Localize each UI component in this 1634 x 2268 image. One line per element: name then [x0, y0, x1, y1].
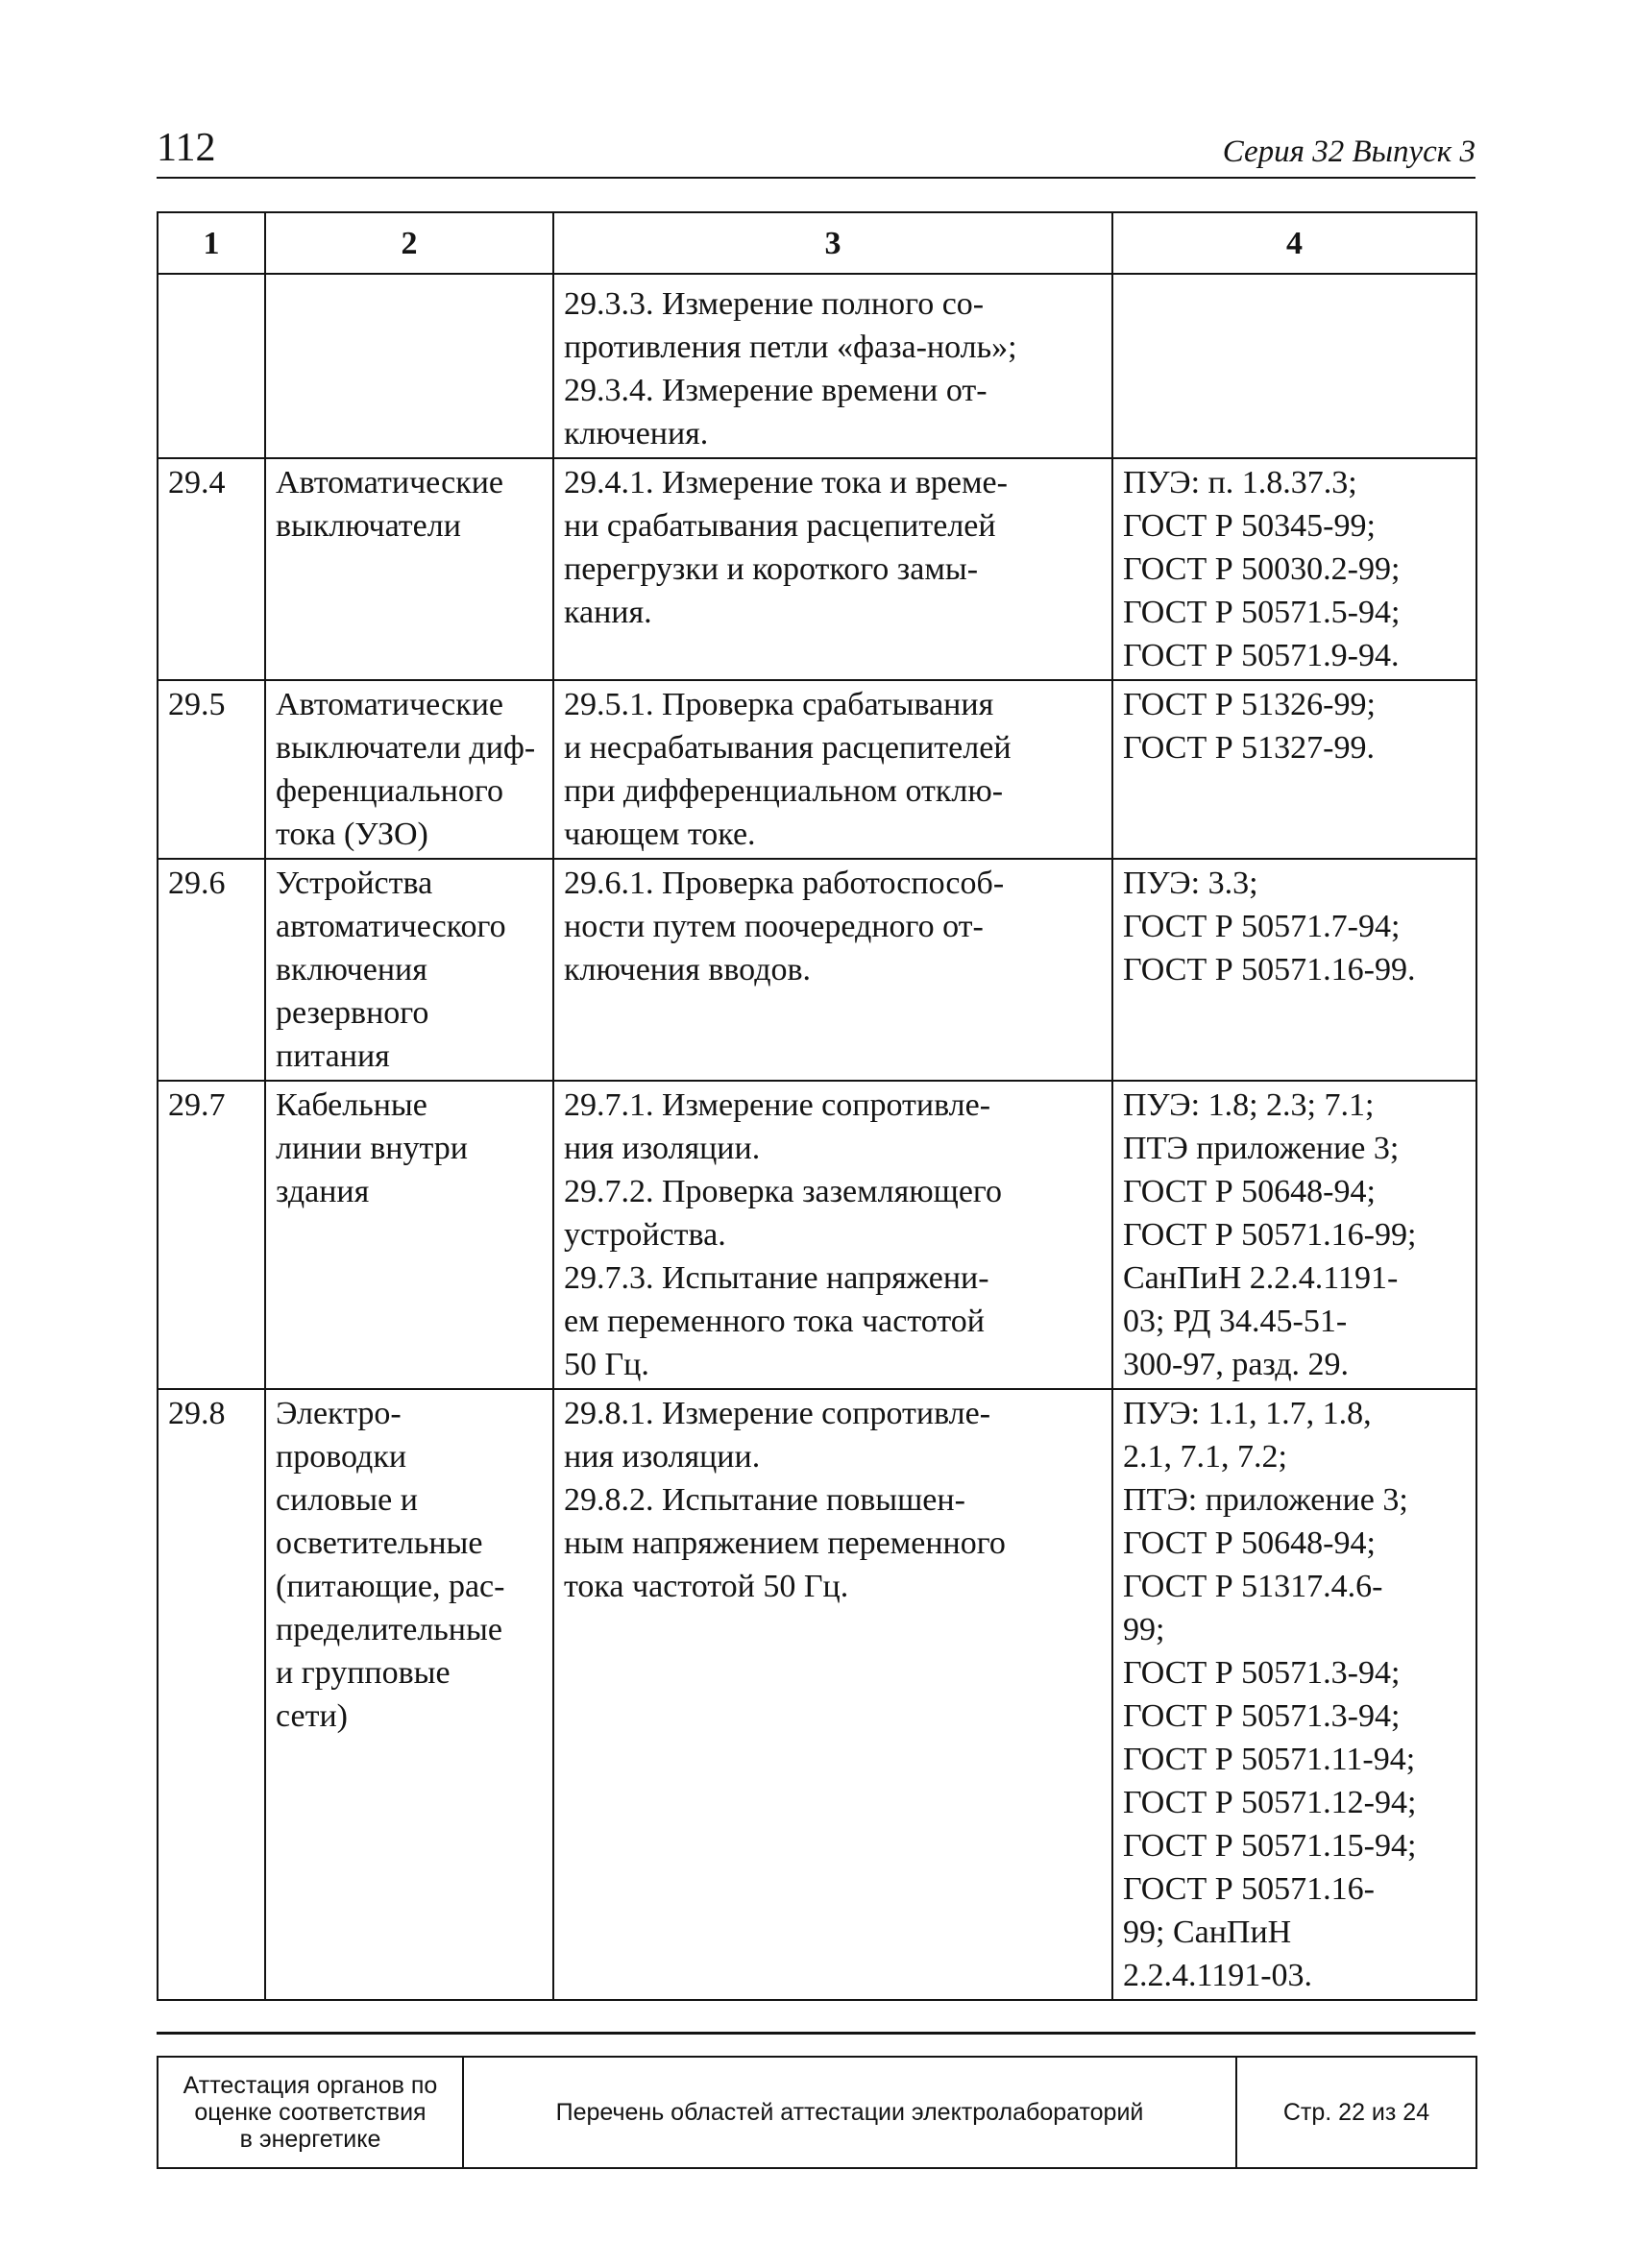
object-name-cell: [265, 458, 553, 680]
references-cell: [1112, 1389, 1476, 2000]
cell-line: линии внутри: [276, 1131, 468, 1166]
cell-line: ГОСТ Р 50345-99;: [1123, 508, 1376, 544]
cell-line: силовые и: [276, 1482, 418, 1518]
column-header: 4: [1112, 212, 1476, 274]
cell-line: Автоматические: [276, 687, 504, 722]
column-header: 3: [553, 212, 1112, 274]
cell-line: (питающие, рас-: [276, 1569, 505, 1604]
footer-document-title: Перечень областей аттестации электролабораторий: [463, 2057, 1236, 2168]
cell-line: 29.8.2. Испытание повышен-: [564, 1482, 965, 1518]
cell-line: 29.7: [168, 1087, 226, 1123]
cell-line: Кабельные: [276, 1087, 427, 1123]
cell-line: ПУЭ: п. 1.8.37.3;: [1123, 465, 1357, 500]
cell-line: Устройства: [276, 866, 433, 901]
page-number: 112: [157, 126, 216, 170]
cell-line: ГОСТ Р 50648-94;: [1123, 1174, 1376, 1209]
cell-line: 29.8: [168, 1396, 226, 1431]
cell-line: 99; СанПиН: [1123, 1914, 1292, 1950]
cell-line: резервного: [276, 995, 429, 1031]
cell-line: 29.4.1. Измерение тока и време-: [564, 465, 1008, 500]
cell-line: при дифференциальном отклю-: [564, 773, 1004, 809]
cell-line: ГОСТ Р 50571.12-94;: [1123, 1785, 1417, 1820]
cell-line: ГОСТ Р 50571.16-99.: [1123, 952, 1416, 988]
cell-line: ния изоляции.: [564, 1131, 761, 1166]
references-cell: [1112, 458, 1476, 680]
cell-line: ГОСТ Р 50571.9-94.: [1123, 638, 1400, 673]
cell-line: автоматического: [276, 909, 506, 944]
footer-table: [157, 2056, 1477, 2169]
footer-organization-line: в энергетике: [239, 2126, 381, 2153]
cell-line: чающем токе.: [564, 817, 756, 852]
tests-cell: [553, 274, 1112, 458]
cell-line: сети): [276, 1698, 348, 1734]
footer-organization: [158, 2057, 463, 2168]
attestation-table: [157, 211, 1477, 2001]
cell-line: здания: [276, 1174, 370, 1209]
cell-line: перегрузки и короткого замы-: [564, 551, 979, 587]
table-row: [158, 274, 1476, 458]
footer-organization-line: оценке соответствия: [194, 2099, 427, 2126]
cell-line: ГОСТ Р 50571.7-94;: [1123, 909, 1401, 944]
cell-line: ГОСТ Р 51327-99.: [1123, 730, 1375, 766]
cell-line: выключатели диф-: [276, 730, 536, 766]
cell-line: ным напряжением переменного: [564, 1525, 1006, 1561]
cell-line: 29.7.2. Проверка заземляющего: [564, 1174, 1003, 1209]
cell-line: 29.8.1. Измерение сопротивле-: [564, 1396, 991, 1431]
cell-line: 29.5.1. Проверка срабатывания: [564, 687, 994, 722]
cell-line: ГОСТ Р 50571.11-94;: [1123, 1742, 1416, 1777]
cell-line: ГОСТ Р 50571.3-94;: [1123, 1655, 1401, 1691]
references-cell: [1112, 274, 1476, 458]
cell-line: ГОСТ Р 50571.15-94;: [1123, 1828, 1417, 1864]
cell-line: 29.7.3. Испытание напряжени-: [564, 1260, 989, 1296]
cell-line: противления петли «фаза-ноль»;: [564, 329, 1017, 365]
cell-line: 29.4: [168, 465, 226, 500]
cell-line: ности путем поочередного от-: [564, 909, 984, 944]
object-name-cell: [265, 859, 553, 1081]
cell-line: 29.3.3. Измерение полного со-: [564, 286, 985, 322]
cell-line: устройства.: [564, 1217, 726, 1253]
series-title: Серия 32 Выпуск 3: [1222, 134, 1475, 169]
cell-line: 50 Гц.: [564, 1347, 649, 1382]
cell-line: ключения.: [564, 416, 709, 451]
table-row: [158, 1081, 1476, 1389]
cell-line: СанПиН 2.2.4.1191-: [1123, 1260, 1399, 1296]
cell-line: ГОСТ Р 50571.5-94;: [1123, 595, 1401, 630]
cell-line: ПУЭ: 1.8; 2.3; 7.1;: [1123, 1087, 1375, 1123]
cell-line: и несрабатывания расцепителей: [564, 730, 1012, 766]
cell-line: 03; РД 34.45-51-: [1123, 1304, 1348, 1339]
tests-cell: [553, 1081, 1112, 1389]
footer-divider: [157, 2032, 1475, 2035]
cell-line: 2.1, 7.1, 7.2;: [1123, 1439, 1287, 1475]
cell-line: осветительные: [276, 1525, 483, 1561]
table-row: [158, 458, 1476, 680]
references-cell: [1112, 680, 1476, 859]
cell-line: ГОСТ Р 51317.4.6-: [1123, 1569, 1383, 1604]
row-number-cell: [158, 1389, 265, 2000]
row-number-cell: [158, 274, 265, 458]
cell-line: проводки: [276, 1439, 407, 1475]
cell-line: ГОСТ Р 50571.16-: [1123, 1871, 1375, 1907]
cell-line: ПУЭ: 3.3;: [1123, 866, 1258, 901]
cell-line: ГОСТ Р 51326-99;: [1123, 687, 1376, 722]
cell-line: ГОСТ Р 50648-94;: [1123, 1525, 1376, 1561]
cell-line: ференциального: [276, 773, 503, 809]
footer-page-info: Стр. 22 из 24: [1236, 2057, 1476, 2168]
footer-organization-line: Аттестация органов по: [183, 2072, 438, 2099]
tests-cell: [553, 458, 1112, 680]
cell-line: Автоматические: [276, 465, 504, 500]
tests-cell: [553, 859, 1112, 1081]
row-number-cell: [158, 680, 265, 859]
cell-line: кания.: [564, 595, 652, 630]
header-divider: [157, 177, 1475, 179]
cell-line: Электро-: [276, 1396, 402, 1431]
object-name-cell: [265, 274, 553, 458]
object-name-cell: [265, 680, 553, 859]
cell-line: ГОСТ Р 50030.2-99;: [1123, 551, 1401, 587]
cell-line: ГОСТ Р 50571.16-99;: [1123, 1217, 1417, 1253]
row-number-cell: [158, 859, 265, 1081]
cell-line: ем переменного тока частотой: [564, 1304, 985, 1339]
table-row: [158, 680, 1476, 859]
cell-line: ключения вводов.: [564, 952, 812, 988]
cell-line: 2.2.4.1191-03.: [1123, 1958, 1313, 1993]
cell-line: ПУЭ: 1.1, 1.7, 1.8,: [1123, 1396, 1372, 1431]
cell-line: ГОСТ Р 50571.3-94;: [1123, 1698, 1401, 1734]
cell-line: 99;: [1123, 1612, 1165, 1647]
tests-cell: [553, 1389, 1112, 2000]
row-number-cell: [158, 458, 265, 680]
cell-line: включения: [276, 952, 427, 988]
cell-line: 300-97, разд. 29.: [1123, 1347, 1350, 1382]
object-name-cell: [265, 1389, 553, 2000]
cell-line: тока частотой 50 Гц.: [564, 1569, 849, 1604]
cell-line: и групповые: [276, 1655, 451, 1691]
cell-line: ПТЭ: приложение 3;: [1123, 1482, 1408, 1518]
table-row: [158, 1389, 1476, 2000]
cell-line: питания: [276, 1038, 390, 1074]
cell-line: 29.5: [168, 687, 226, 722]
cell-line: тока (УЗО): [276, 817, 428, 852]
cell-line: выключатели: [276, 508, 461, 544]
cell-line: ни срабатывания расцепителей: [564, 508, 996, 544]
cell-line: пределительные: [276, 1612, 502, 1647]
table-header-row: [158, 212, 1476, 274]
column-header: 1: [158, 212, 265, 274]
references-cell: [1112, 1081, 1476, 1389]
cell-line: 29.6.1. Проверка работоспособ-: [564, 866, 1005, 901]
column-header: 2: [265, 212, 553, 274]
table-row: [158, 859, 1476, 1081]
cell-line: ния изоляции.: [564, 1439, 761, 1475]
references-cell: [1112, 859, 1476, 1081]
tests-cell: [553, 680, 1112, 859]
row-number-cell: [158, 1081, 265, 1389]
cell-line: 29.6: [168, 866, 226, 901]
cell-line: 29.3.4. Измерение времени от-: [564, 373, 988, 408]
cell-line: ПТЭ приложение 3;: [1123, 1131, 1400, 1166]
cell-line: 29.7.1. Измерение сопротивле-: [564, 1087, 991, 1123]
object-name-cell: [265, 1081, 553, 1389]
